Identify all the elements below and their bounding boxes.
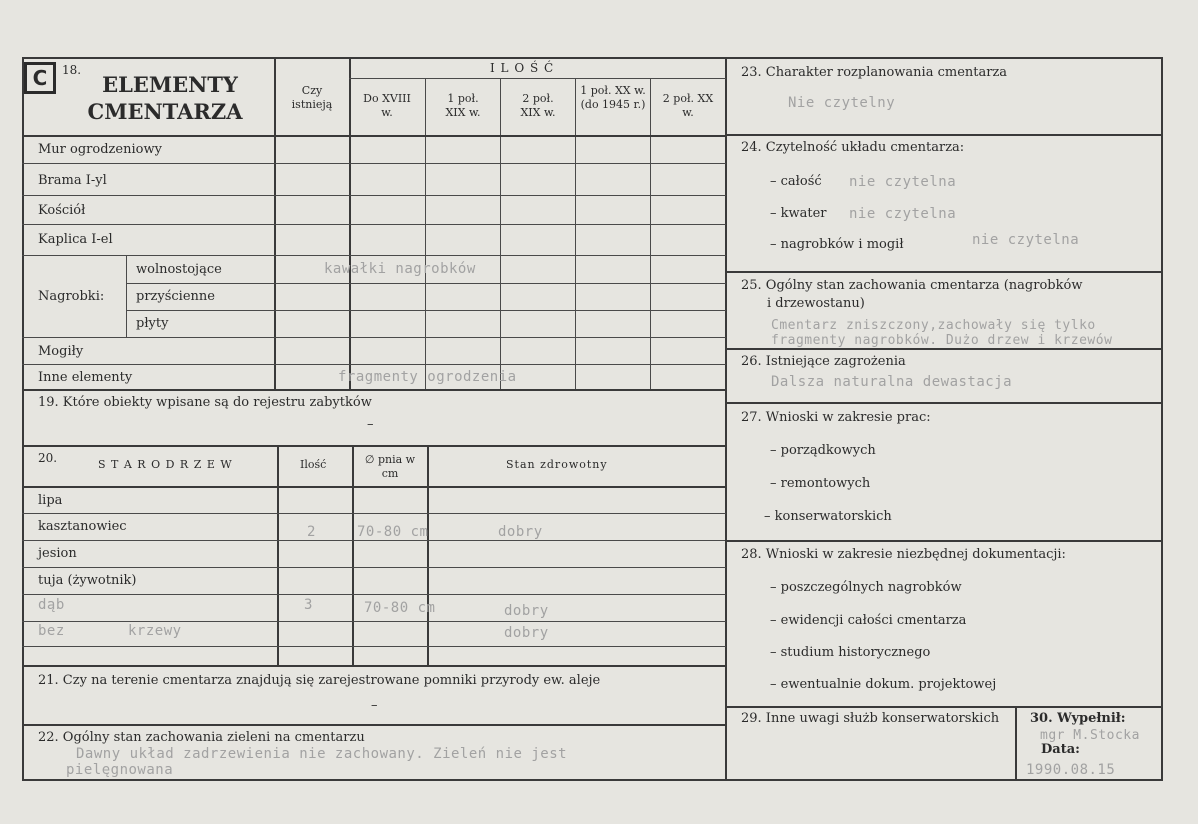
q21-label: 21. Czy na terenie cmentarza znajdują się zarejestrowane pomniki przyrody ew. aleje [38,673,601,688]
tree-lipa: lipa [38,493,63,508]
q19-answer: – [367,417,374,432]
row-mur: Mur ogrodzeniowy [38,142,162,157]
q28-item-2: – ewidencji całości cmentarza [770,613,967,628]
q22-handwritten-2: pielęgnowana [66,762,174,778]
q28-item-3: – studium historycznego [770,645,931,660]
column-divider [725,57,727,781]
q25-label-2: i drzewostanu) [767,296,865,311]
ilosc-header: I L O Ś Ć [490,61,555,75]
period-header-4: 1 poł. XX w. (do 1945 r.) [580,84,646,111]
row-plyty: płyty [136,316,169,331]
hw-bez-name: bez [38,623,65,639]
q24-label: 24. Czytelność układu cmentarza: [741,140,965,155]
col-stan: Stan zdrowotny [506,458,608,471]
period-header-5: 2 poł. XX w. [662,92,714,119]
tree-tuja: tuja (żywotnik) [38,573,137,588]
q27-item-konserwatorskich: – konserwatorskich [764,509,892,524]
handwritten-inne: fragmenty ogrodzenia [338,369,517,385]
q28-item-4: – ewentualnie dokum. projektowej [770,677,997,692]
q28-label: 28. Wnioski w zakresie niezbędnej dokumentacji: [741,547,1066,562]
section-18-title-line1: ELEMENTY [102,72,238,97]
frame-right [1161,57,1163,781]
row-nagrobki: Nagrobki: [38,289,105,304]
q22-label: 22. Ogólny stan zachowania zieleni na cmentarzu [38,730,365,745]
period-header-1: Do XVIII w. [363,92,411,119]
frame-bottom [22,779,1163,781]
q24-hw-calosc: nie czytelna [849,174,957,190]
handwritten-nagrobki: kawałki nagrobków [324,261,476,277]
row-brama: Brama I-yl [38,173,107,188]
row-wolnostojace: wolnostojące [136,262,222,277]
corner-letter: C [24,62,56,94]
col-pnia: ∅ pnia w cm [364,453,416,480]
q25-label-1: 25. Ogólny stan zachowania cmentarza (nagrobków [741,278,1083,293]
row-kosciol: Kościół [38,203,86,218]
frame-top [22,57,1163,59]
q24-hw-kwater: nie czytelna [849,206,957,222]
q24-item-calosc: – całość [770,174,822,189]
period-header-2: 1 poł. XIX w. [445,92,481,119]
q24-item-kwater: – kwater [770,206,827,221]
hw-bez-name2: krzewy [128,623,182,639]
q25-handwritten-1: Cmentarz zniszczony,zachowały się tylko [771,318,1096,333]
q25-handwritten-2: fragmenty nagrobków. Dużo drzew i krzewów [771,333,1113,348]
q26-handwritten: Dalsza naturalna dewastacja [771,374,1013,390]
q19-label: 19. Które obiekty wpisane są do rejestru zabytków [38,395,372,410]
q26-label: 26. Istniejące zagrożenia [741,354,906,369]
q27-item-porzadkowych: – porządkowych [770,443,876,458]
q27-item-remontowych: – remontowych [770,476,871,491]
period-header-3: 2 poł. XIX w. [520,92,556,119]
hw-kasztan-count: 2 [307,524,316,540]
row-kaplica: Kaplica I-el [38,232,113,247]
hw-kasztan-stan: dobry [498,524,543,540]
hw-bez-stan: dobry [504,625,549,641]
hw-dab-stan: dobry [504,603,549,619]
tree-kasztanowiec: kasztanowiec [38,519,127,534]
data-label: Data: [1041,742,1080,757]
row-mogily: Mogiły [38,344,84,359]
section-18-number: 18. [62,63,82,77]
hw-dab-name: dąb [38,597,65,613]
q23-handwritten: Nie czytelny [788,95,896,111]
col-exists-header: Czy istnieją [291,84,333,111]
q22-handwritten-1: Dawny układ zadrzewienia nie zachowany. Zieleń nie jest [76,746,568,762]
tree-jesion: jesion [38,546,77,561]
row-inne: Inne elementy [38,370,133,385]
section-18-title-line2: CMENTARZA [87,99,243,124]
q24-item-nagrobkow: – nagrobków i mogił [770,237,904,252]
q30-label: 30. Wypełnił: [1030,711,1126,726]
q30-handwritten: mgr M.Stocka [1040,728,1140,743]
data-handwritten: 1990.08.15 [1026,762,1116,778]
hw-dab-diam: 70-80 cm [364,600,436,616]
q29-label: 29. Inne uwagi służb konserwatorskich [741,711,1000,726]
q21-answer: – [371,698,378,713]
row-przyscienne: przyścienne [136,289,215,304]
q23-label: 23. Charakter rozplanowania cmentarza [741,65,1008,80]
frame-left [22,57,24,781]
section-20-number: 20. [38,451,58,465]
q24-hw-nagrobkow: nie czytelna [972,232,1080,248]
hw-dab-count: 3 [304,597,313,613]
q28-item-1: – poszczególnych nagrobków [770,580,962,595]
col-ilosc: Ilość [300,458,327,471]
q27-label: 27. Wnioski w zakresie prac: [741,410,931,425]
hw-kasztan-diam: 70-80 cm [357,524,429,540]
starodrzew-header: S T A R O D R Z E W [98,458,233,471]
